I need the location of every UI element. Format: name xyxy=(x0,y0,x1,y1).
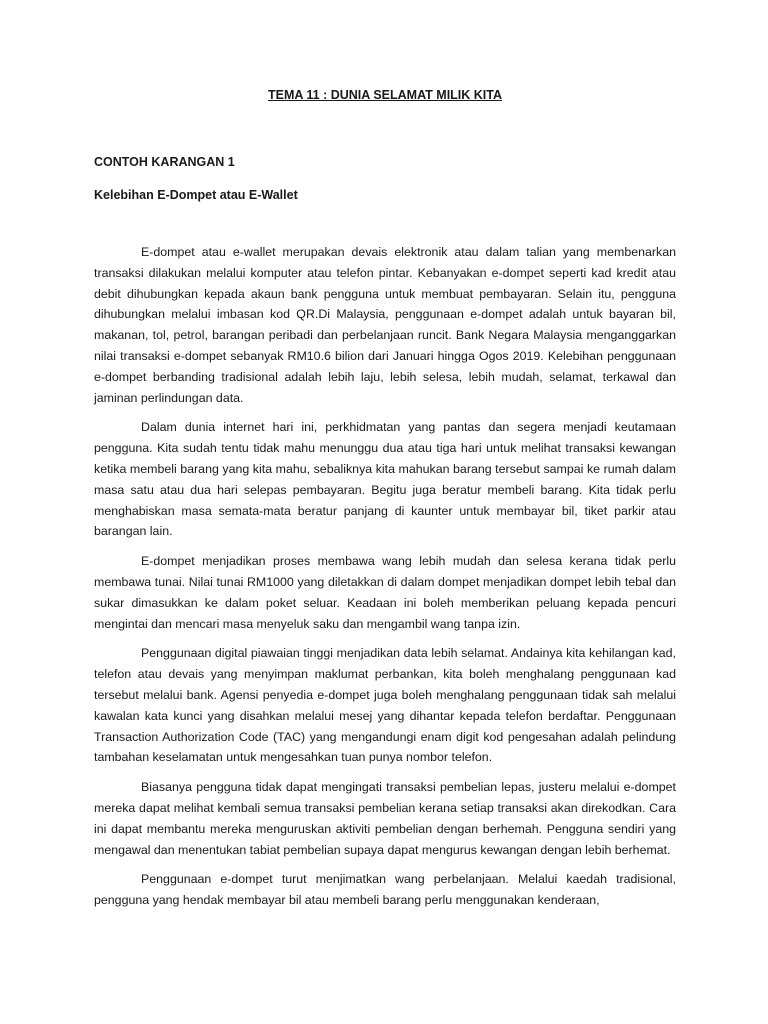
paragraph-5: Biasanya pengguna tidak dapat mengingati transaksi pembelian lepas, justeru melalui e-dompet mereka dapat melihat kembali semua transaksi pembelian kerana setiap transaksi akan direkodkan. Cara ini dapat membantu mereka menguruskan aktiviti pembelian dengan berhemah. Pengguna sendiri yang mengawal dan menentukan tabiat pembelian supaya dapat mengurus kewangan dengan lebih berhemat. xyxy=(94,780,676,857)
document-title: TEMA 11 : DUNIA SELAMAT MILIK KITA xyxy=(267,88,503,102)
paragraph-4: Penggunaan digital piawaian tinggi menjadikan data lebih selamat. Andainya kita kehilangan kad, telefon atau devais yang menyimpan maklumat perbankan, kita boleh menghalang penggunaan kad tersebut melalui bank. Agensi penyedia e-dompet juga boleh menghalang penggunaan tidak sah melalui kawalan kata kunci yang disahkan melalui mesej yang dihantar kepada telefon berdaftar. Penggunaan Transaction Authorization Code (TAC) yang mengandungi enam digit kod pengesahan adalah pelindung tambahan keselamatan untuk mengesahkan tuan punya nombor telefon. xyxy=(94,646,676,765)
paragraph-6: Penggunaan e-dompet turut menjimatkan wang perbelanjaan. Melalui kaedah tradisional, pengguna yang hendak membayar bil atau membeli barang perlu menggunakan kenderaan, xyxy=(94,872,676,908)
paragraph-1: E-dompet atau e-wallet merupakan devais elektronik atau dalam talian yang membenarkan transaksi dilakukan melalui komputer atau telefon pintar. Kebanyakan e-dompet seperti kad kredit atau debit dihubungkan kepada akaun bank pengguna untuk membuat pembayaran. Selain itu, pengguna dihubungkan melalui imbasan kod QR.Di Malaysia, penggunaan e-dompet adalah untuk bayaran bil, makanan, tol, petrol, barangan peribadi dan perbelanjaan runcit. Bank Negara Malaysia menganggarkan nilai transaksi e-dompet sebanyak RM10.6 bilion dari Januari hingga Ogos 2019. Kelebihan penggunaan e-dompet berbanding tradisional adalah lebih laju, lebih selesa, lebih mudah, selamat, terkawal dan jaminan perlindungan data. xyxy=(94,245,676,405)
paragraph-2: Dalam dunia internet hari ini, perkhidmatan yang pantas dan segera menjadi keutamaan pengguna. Kita sudah tentu tidak mahu menunggu dua atau tiga hari untuk melihat transaksi kewangan ketika membeli barang yang kita mahu, sebaliknya kita mahukan barang tersebut sampai ke rumah dalam masa satu atau dua hari selepas pembayaran. Begitu juga beratur membeli barang. Kita tidak perlu menghabiskan masa semata-mata beratur panjang di kaunter untuk membayar bil, tiket parkir atau barangan lain. xyxy=(94,420,676,539)
paragraph-3: E-dompet menjadikan proses membawa wang lebih mudah dan selesa kerana tidak perlu membawa tunai. Nilai tunai RM1000 yang diletakkan di dalam dompet menjadikan dompet lebih tebal dan sukar dimasukkan ke dalam poket seluar. Keadaan ini boleh memberikan peluang kepada pencuri mengintai dan mencari masa menyeluk saku dan mengambil wang tanpa izin. xyxy=(94,554,676,631)
essay-subheading: Kelebihan E-Dompet atau E-Wallet xyxy=(94,188,298,202)
document-page xyxy=(94,87,676,920)
essay-heading: CONTOH KARANGAN 1 xyxy=(94,155,235,169)
